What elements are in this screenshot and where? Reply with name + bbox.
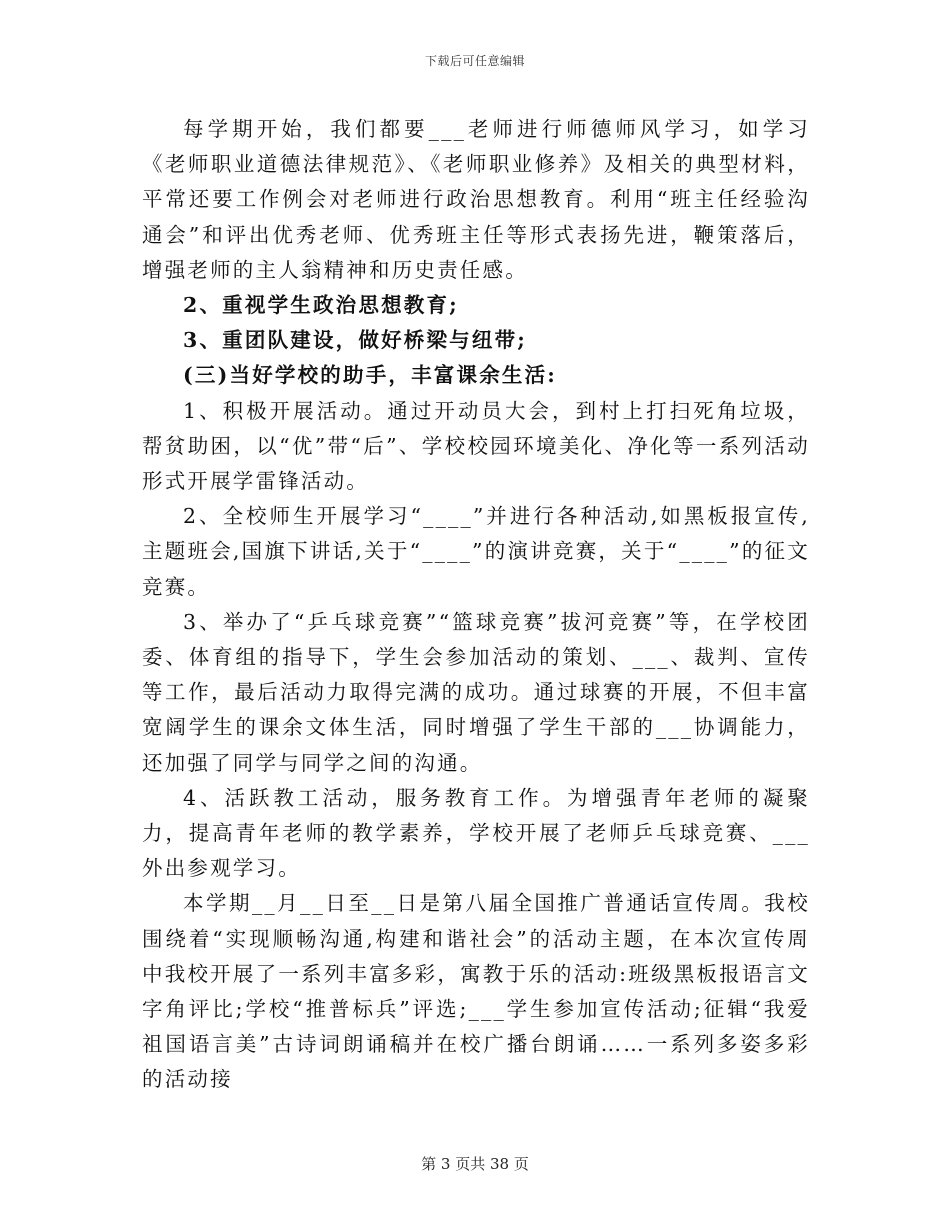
heading-team-building: 3、重团队建设，做好桥梁与纽带; (183, 328, 528, 353)
paragraph-putonghua-week: 本学期__月__日至__日是第八届全国推广普通话宣传周。我校围绕着“实现顺畅沟通,构建和谐社会”的活动主题，在本次宣传周中我校开展了一系列丰富多彩，寓教于乐的活动:班级黑板报语言文字角评比;学校“推普标兵”评选;___学生参加宣传活动;征辑“我爱祖国语言美”古诗词朗诵稿并在校广播台朗诵……一系列多姿多彩的活动接 (142, 891, 810, 1092)
heading-student-political-education: 2、重视学生政治思想教育; (183, 293, 459, 318)
paragraph-activity-2: 2、全校师生开展学习“____”并进行各种活动,如黑板报宣传,主题班会,国旗下讲话,关于“____”的演讲竞赛，关于“____”的征文竞赛。 (142, 504, 810, 599)
page-number: 第 3 页共 38 页 (421, 1155, 529, 1173)
paragraph-activity-3: 3、举办了“乒乓球竞赛”“篮球竞赛”拔河竞赛”等，在学校团委、体育组的指导下，学生会参加活动的策划、___、裁判、宣传等工作，最后活动力取得完满的成功。通过球赛的开展，不但丰富宽阔学生的课余文体生活，同时增强了学生干部的___协调能力，还加强了同学与同学之间的沟通。 (142, 609, 810, 775)
page-header-note: 下载后可任意编辑 (424, 54, 525, 68)
heading-section-three: (三)当好学校的助手，丰富课余生活: (183, 363, 558, 388)
paragraph-activity-4: 4、活跃教工活动，服务教育工作。为增强青年老师的凝聚力，提高青年老师的教学素养，学校开展了老师乒乓球竞赛、___外出参观学习。 (142, 785, 810, 881)
paragraph-activity-1: 1、积极开展活动。通过开动员大会，到村上打扫死角垃圾，帮贫助困，以“优”带“后”、学校校园环境美化、净化等一系列活动形式开展学雷锋活动。 (142, 398, 810, 494)
paragraph-teacher-ethics: 每学期开始，我们都要___老师进行师德师风学习，如学习《老师职业道德法律规范》、《老师职业修养》及相关的典型材料，平常还要工作例会对老师进行政治思想教育。利用“班主任经验沟通会”和评出优秀老师、优秀班主任等形式表扬先进，鞭策落后，增强老师的主人翁精神和历史责任感。 (142, 117, 810, 282)
document-body (142, 112, 810, 1098)
